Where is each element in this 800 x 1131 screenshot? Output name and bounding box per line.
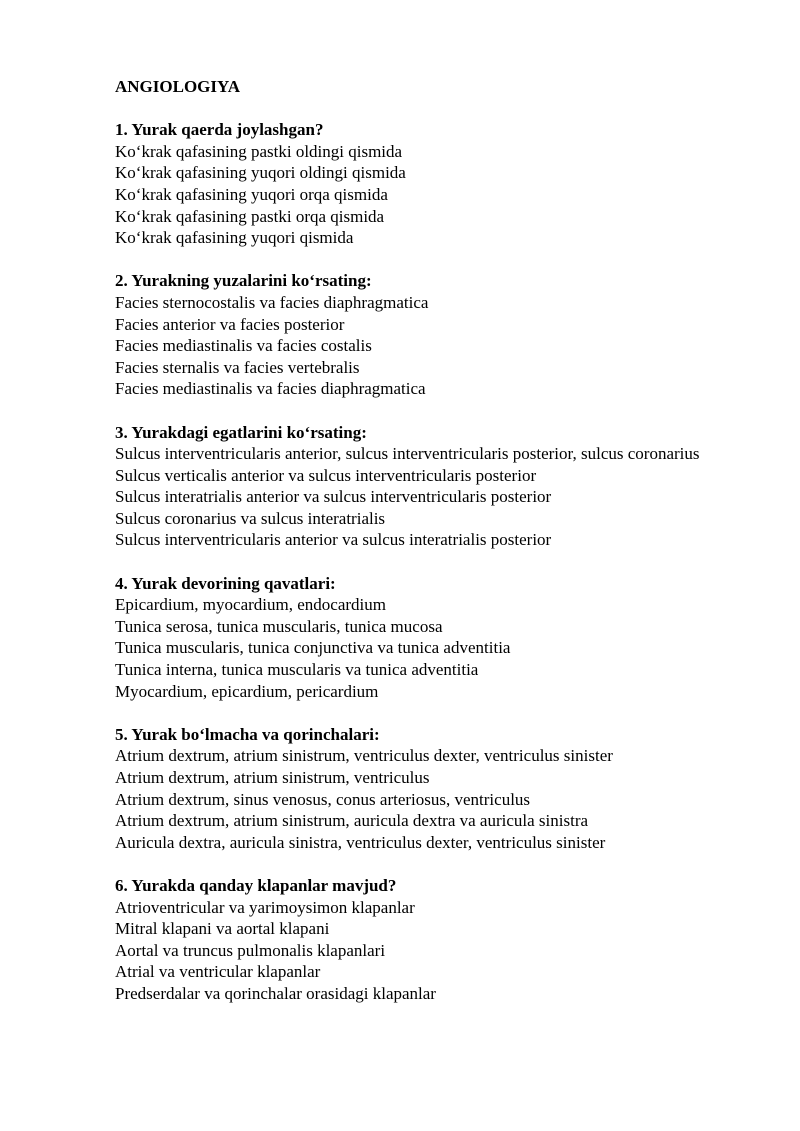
answer-option: Koʻkrak qafasining yuqori orqa qismida	[115, 184, 388, 204]
answer-option: Myocardium, epicardium, pericardium	[115, 681, 379, 701]
answer-option: Facies mediastinalis va facies diaphragmatica	[115, 379, 426, 399]
answer-option: Facies sternocostalis va facies diaphragmatica	[115, 292, 429, 312]
question-3	[115, 422, 715, 552]
question-4	[115, 573, 715, 703]
answer-option: Atrioventricular va yarimoysimon klapanlar	[115, 897, 415, 917]
answer-option: Sulcus interventricularis anterior va sulcus interatrialis posterior	[115, 530, 552, 550]
question-heading: 6. Yurakda qanday klapanlar mavjud?	[115, 875, 397, 895]
answer-option: Sulcus interatrialis anterior va sulcus interventricularis posterior	[115, 487, 552, 507]
answer-option: Facies sternalis va facies vertebralis	[115, 357, 360, 377]
answer-option: Atrium dextrum, atrium sinistrum, ventriculus	[115, 768, 430, 787]
answer-option: Tunica serosa, tunica muscularis, tunica mucosa	[115, 616, 443, 636]
answer-option: Atrium dextrum, sinus venosus, conus arteriosus, ventriculus	[115, 789, 531, 809]
question-6	[115, 875, 715, 1005]
answer-option: Sulcus coronarius va sulcus interatrialis	[115, 508, 386, 528]
answer-option: Koʻkrak qafasining yuqori oldingi qismida	[115, 163, 406, 183]
answer-option: Koʻkrak qafasining pastki orqa qismida	[115, 206, 385, 226]
answer-option: Sulcus interventricularis anterior, sulcus interventricularis posterior, sulcus coronarius	[115, 444, 700, 464]
answer-option: Predserdalar va qorinchalar orasidagi klapanlar	[115, 983, 436, 1003]
question-heading: 5. Yurak boʻlmacha va qorinchalari:	[115, 724, 380, 744]
question-heading: 1. Yurak qaerda joylashgan?	[115, 120, 324, 140]
question-2	[115, 270, 715, 400]
document-page	[115, 76, 715, 1026]
answer-option: Facies mediastinalis va facies costalis	[115, 336, 372, 356]
question-heading: 3. Yurakdagi egatlarini koʻrsating:	[115, 422, 367, 442]
question-heading: 4. Yurak devorining qavatlari:	[115, 573, 336, 593]
question-heading: 2. Yurakning yuzalarini koʻrsating:	[115, 271, 372, 291]
question-1	[115, 119, 715, 249]
answer-option: Auricula dextra, auricula sinistra, ventriculus dexter, ventriculus sinister	[115, 832, 606, 852]
question-5	[115, 724, 715, 854]
document-title: ANGIOLOGIYA	[115, 77, 241, 96]
answer-option: Sulcus verticalis anterior va sulcus interventricularis posterior	[115, 465, 537, 485]
answer-option: Tunica interna, tunica muscularis va tunica adventitia	[115, 660, 479, 680]
answer-option: Tunica muscularis, tunica conjunctiva va tunica adventitia	[115, 638, 511, 658]
answer-option: Atrial va ventricular klapanlar	[115, 962, 321, 982]
answer-option: Aortal va truncus pulmonalis klapanlari	[115, 940, 386, 960]
answer-option: Facies anterior va facies posterior	[115, 314, 345, 334]
answer-option: Mitral klapani va aortal klapani	[115, 919, 330, 939]
answer-option: Koʻkrak qafasining pastki oldingi qismida	[115, 141, 403, 161]
answer-option: Atrium dextrum, atrium sinistrum, ventriculus dexter, ventriculus sinister	[115, 746, 613, 766]
answer-option: Epicardium, myocardium, endocardium	[115, 595, 386, 615]
answer-option: Atrium dextrum, atrium sinistrum, auricula dextra va auricula sinistra	[115, 811, 589, 831]
answer-option: Koʻkrak qafasining yuqori qismida	[115, 228, 354, 248]
